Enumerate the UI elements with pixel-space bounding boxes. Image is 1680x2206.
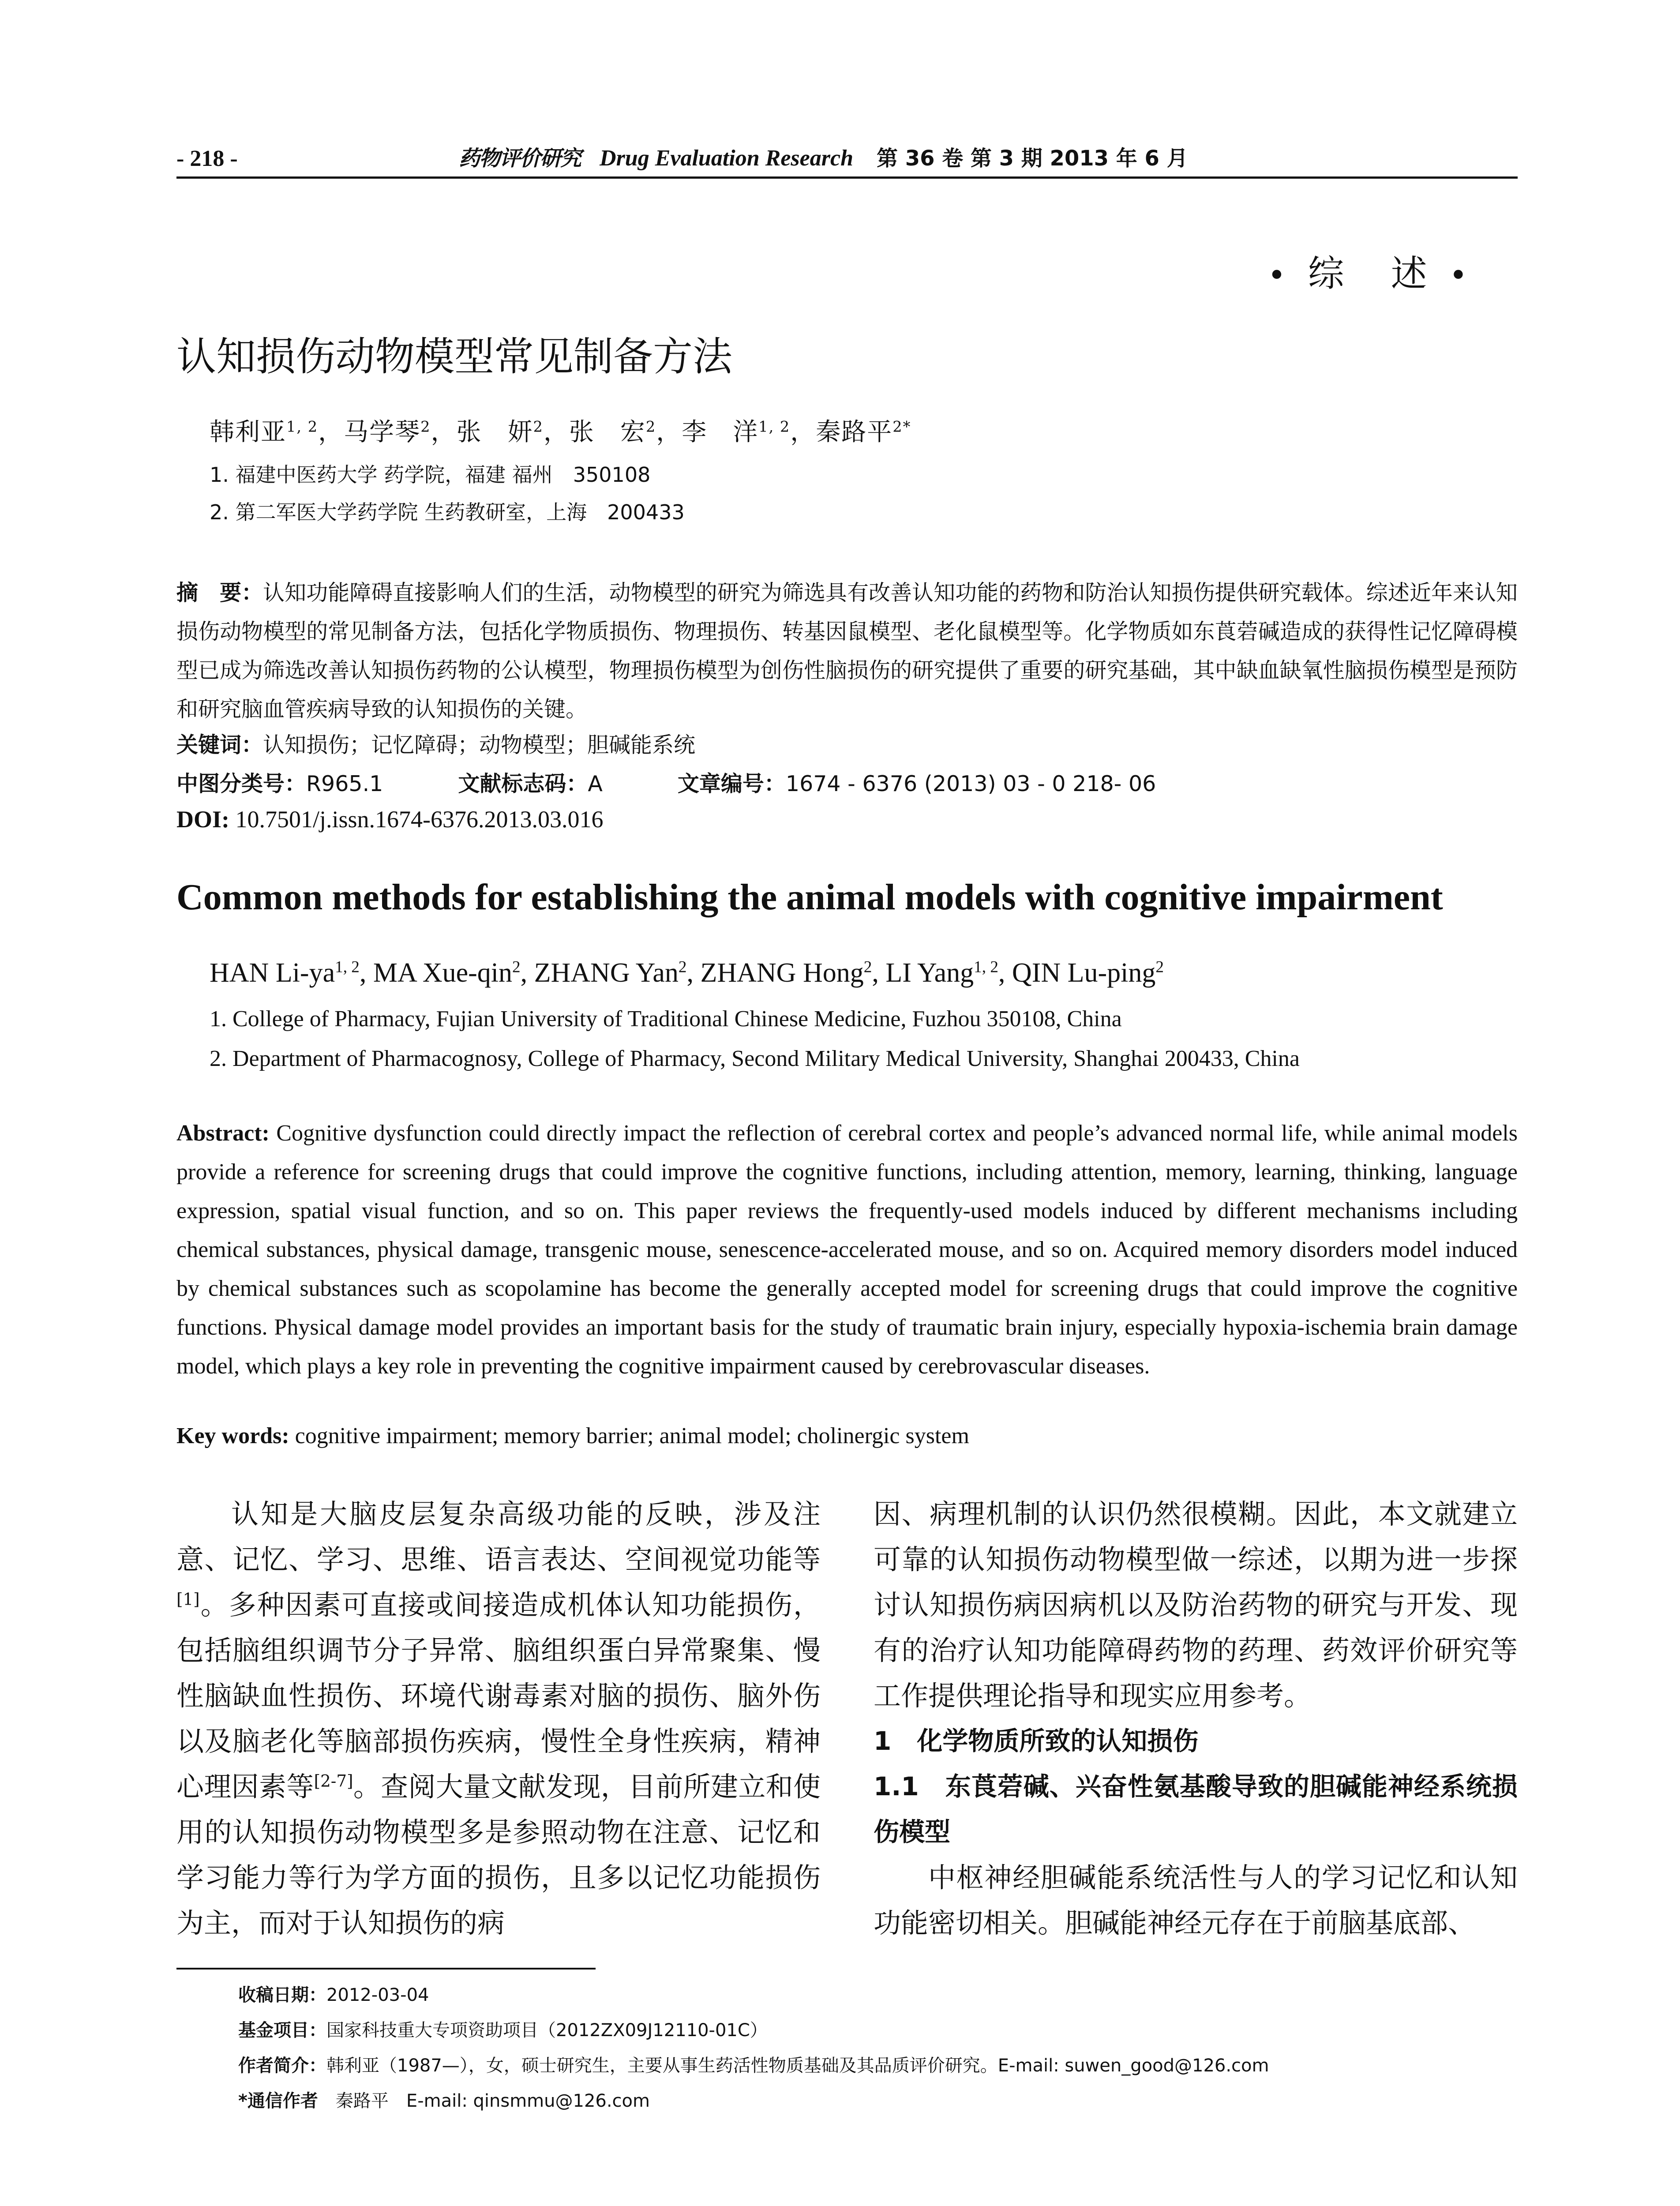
- footnote-author: [238, 2052, 1269, 2077]
- author-affiliation-mark: 1, 2: [286, 418, 319, 435]
- keywords-en-text: cognitive impairment; memory barrier; animal model; cholinergic system: [295, 1423, 969, 1448]
- doi-label: DOI:: [176, 806, 229, 833]
- affiliation-en-1: 1. College of Pharmacy, Fujian University of Traditional Chinese Medicine, Fuzhou 350108, China: [210, 1006, 1122, 1032]
- footnote-rule: [176, 1968, 596, 1970]
- section-label: 综 述: [1308, 253, 1432, 295]
- citation[interactable]: [2-7]: [314, 1771, 353, 1791]
- keywords-en: [176, 1423, 969, 1449]
- body-text: 。查阅大量文献发现，目前所建立和使用的认知损伤动物模型多是参照动物在注意、记忆和学习能力等行为学方面的损伤，且多以记忆功能损伤为主，而对于认知损伤的病: [176, 1771, 821, 1939]
- author-affiliation-mark: 2: [1155, 958, 1164, 976]
- author-name: 李 洋: [682, 418, 759, 446]
- classification-row: [176, 767, 1156, 798]
- keywords-cn-text: 认知损伤；记忆障碍；动物模型；胆碱能系统: [263, 732, 696, 758]
- footnote-corresponding: [238, 2087, 650, 2112]
- bullet-icon: •: [1268, 257, 1291, 293]
- author-name: HAN Li-ya: [210, 958, 335, 988]
- affiliation-cn-2: 2. 第二军医大学药学院 生药教研室，上海 200433: [210, 500, 685, 524]
- author-name: 韩利亚: [210, 418, 286, 446]
- author-name: LI Yang: [885, 958, 974, 988]
- body-text: 认知是大脑皮层复杂高级功能的反映，涉及注意、记忆、学习、思维、语言表达、空间视觉功能等: [176, 1498, 821, 1576]
- abstract-en-label: Abstract:: [176, 1121, 270, 1146]
- author-name: 张 妍: [456, 418, 533, 446]
- author-name: ZHANG Hong: [700, 958, 864, 988]
- keywords-cn: [176, 728, 695, 759]
- doc-code-value: A: [588, 771, 603, 796]
- author-affiliation-mark: 2*: [892, 418, 911, 435]
- doi-value: 10.7501/j.issn.1674-6376.2013.03.016: [235, 806, 604, 833]
- author-affiliation-mark: 2: [863, 958, 872, 976]
- author-affiliation-mark: 2: [678, 958, 687, 976]
- doi-row: [176, 806, 604, 833]
- footnote-text: 秦路平 E-mail: qinsmmu@126.com: [335, 2091, 650, 2111]
- author-affiliation-mark: 1, 2: [974, 958, 998, 976]
- author-name: MA Xue-qin: [373, 958, 513, 988]
- keywords-en-label: Key words:: [176, 1423, 289, 1448]
- section-heading-1: 1 化学物质所致的认知损伤: [874, 1726, 1199, 1756]
- header-rule: [176, 176, 1518, 179]
- citation[interactable]: [1]: [176, 1589, 200, 1609]
- article-no-label: 文章编号：: [677, 771, 786, 796]
- author-name: 马学琴: [344, 418, 421, 446]
- doc-code-label: 文献标志码：: [458, 771, 588, 796]
- footnote-text: 2012-03-04: [326, 1985, 429, 2005]
- footnote-fund: [238, 2016, 768, 2041]
- clc-label: 中图分类号：: [176, 771, 307, 796]
- body-paragraph: 因、病理机制的认识仍然很模糊。因此，本文就建立可靠的认知损伤动物模型做一综述，以期为进一步探讨认知损伤病因病机以及防治药物的研究与开发、现有的治疗认知功能障碍药物的药理、药效评价研究等工作提供理论指导和现实应用参考。: [874, 1498, 1518, 1712]
- footnote-received: [238, 1981, 429, 2006]
- author-name: QIN Lu-ping: [1012, 958, 1156, 988]
- body-text: 。多种因素可直接或间接造成机体认知功能损伤，包括脑组织调节分子异常、脑组织蛋白异常聚集、慢性脑缺血性损伤、环境代谢毒素对脑的损伤、脑外伤以及脑老化等脑部损伤疾病，慢性全身性疾病，精神心理因素等: [176, 1589, 821, 1803]
- abstract-en: [176, 1114, 1518, 1386]
- running-header: [459, 141, 1188, 172]
- abstract-cn-label: 摘 要：: [176, 580, 263, 605]
- affiliation-en-2: 2. Department of Pharmacognosy, College of Pharmacy, Second Military Medical University, Shanghai 200433, China: [210, 1046, 1300, 1071]
- journal-logo-cn: 药物评价研究: [459, 146, 581, 171]
- keywords-cn-label: 关键词：: [176, 732, 263, 758]
- body-column-right: [874, 1491, 1518, 1946]
- abstract-en-text: Cognitive dysfunction could directly impact the reflection of cerebral cortex and people’s advanced normal life, while animal models provide a reference for screening drugs that could improve the cognitive functions, including attention, memory, learning, thinking, language expression, spatial visual function, and so on. This paper reviews the frequently-used models induced by different mechanisms including chemical substances, physical damage, transgenic mouse, senescence-accelerated mouse, and so on. Acquired memory disorders model induced by chemical substances such as scopolamine has become the generally accepted model for screening drugs that could improve the cognitive functions. Physical damage model provides an important basis for the study of traumatic brain injury, especially hypoxia-ischemia brain damage model, which plays a key role in preventing the cognitive impairment caused by cerebrovascular diseases.: [176, 1121, 1518, 1379]
- section-tag: [1268, 245, 1473, 296]
- section-heading-1-1: 1.1 东莨菪碱、兴奋性氨基酸导致的胆碱能神经系统损伤模型: [874, 1771, 1518, 1847]
- body-paragraph: [176, 1491, 821, 1946]
- author-name: ZHANG Yan: [534, 958, 679, 988]
- footnote-label: 作者简介：: [238, 2056, 326, 2076]
- article-no-value: 1674 - 6376 (2013) 03 - 0 218- 06: [785, 771, 1156, 796]
- clc-value: R965.1: [306, 771, 383, 796]
- page-number: - 218 -: [176, 146, 238, 171]
- author-list-cn: 韩利亚$^{1, 2}$，马学琴$^2$，张 妍$^2$，张 宏$^2$，李 洋$^{1, 2}$，秦路平$^{2*}$: [210, 418, 911, 446]
- bullet-icon: •: [1449, 257, 1473, 293]
- article-title-en: Common methods for establishing the animal models with cognitive impairment: [176, 877, 1443, 918]
- footnote-label: 收稿日期：: [238, 1985, 326, 2005]
- author-affiliation-mark: 2: [645, 418, 656, 435]
- affiliation-cn-1: 1. 福建中医药大学 药学院，福建 福州 350108: [210, 463, 651, 487]
- body-column-left: [176, 1491, 821, 1946]
- author-affiliation-mark: 2: [512, 958, 521, 976]
- article-title-cn: 认知损伤动物模型常见制备方法: [176, 334, 732, 380]
- author-affiliation-mark: 2: [420, 418, 431, 435]
- author-affiliation-mark: 1, 2: [758, 418, 791, 435]
- author-list-en: HAN Li-ya$^{1, 2}$, MA Xue-qin$^2$, ZHANG Yan$^2$, ZHANG Hong$^2$, LI Yang$^{1, 2}$, QIN Lu-ping$^2$: [210, 958, 1164, 988]
- author-affiliation-mark: 2: [533, 418, 544, 435]
- footnote-text: 国家科技重大专项资助项目（2012ZX09J12110-01C）: [326, 2020, 768, 2041]
- journal-name-en: Drug Evaluation Research: [600, 146, 853, 171]
- footnote-text: 韩利亚（1987—），女，硕士研究生，主要从事生药活性物质基础及其品质评价研究。E-mail: suwen_good@126.com: [326, 2056, 1269, 2076]
- author-name: 秦路平: [816, 418, 893, 446]
- volume-issue: 第 36 卷 第 3 期 2013 年 6 月: [877, 146, 1188, 171]
- body-paragraph: 中枢神经胆碱能系统活性与人的学习记忆和认知功能密切相关。胆碱能神经元存在于前脑基底部、: [874, 1861, 1518, 1939]
- author-name: 张 宏: [569, 418, 646, 446]
- abstract-cn-text: 认知功能障碍直接影响人们的生活，动物模型的研究为筛选具有改善认知功能的药物和防治认知损伤提供研究载体。综述近年来认知损伤动物模型的常见制备方法，包括化学物质损伤、物理损伤、转基因鼠模型、老化鼠模型等。化学物质如东莨菪碱造成的获得性记忆障碍模型已成为筛选改善认知损伤药物的公认模型，物理损伤模型为创伤性脑损伤的研究提供了重要的研究基础，其中缺血缺氧性脑损伤模型是预防和研究脑血管疾病导致的认知损伤的关键。: [176, 580, 1518, 722]
- footnote-label: 基金项目：: [238, 2020, 326, 2041]
- author-affiliation-mark: 1, 2: [335, 958, 360, 976]
- abstract-cn: [176, 574, 1518, 729]
- footnote-label: *通信作者: [238, 2091, 318, 2111]
